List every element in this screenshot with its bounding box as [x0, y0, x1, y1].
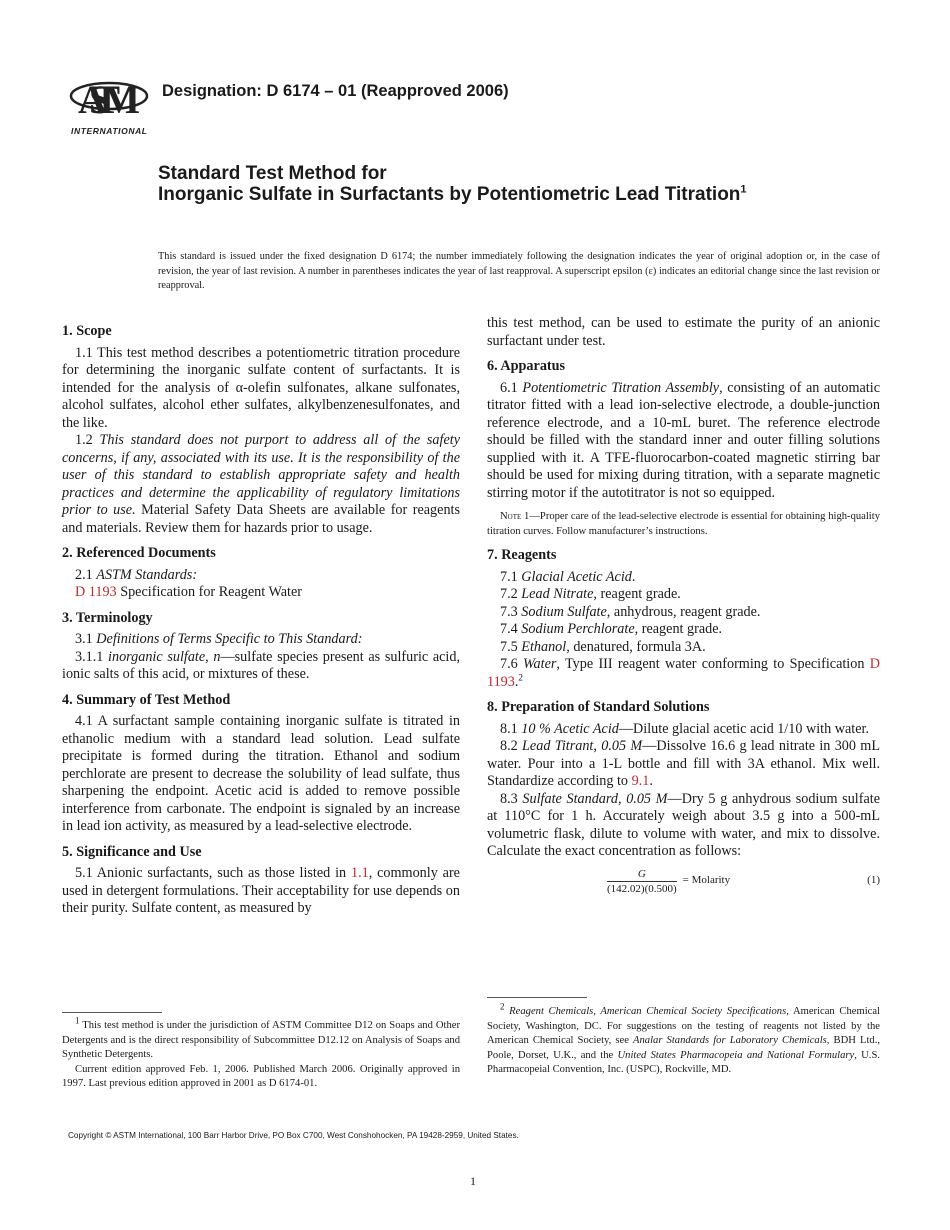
paragraph	[62, 567, 460, 585]
section-heading: 7. Reagents	[487, 547, 557, 563]
text-run: , U.S. Pharmacopeial Convention, Inc. (USPC), Rockville, MD.	[487, 1049, 880, 1075]
italic-text: Lead Nitrate	[521, 586, 594, 602]
paragraph	[62, 865, 460, 918]
paragraph	[487, 621, 880, 639]
footnote-ref[interactable]: 2	[500, 1001, 505, 1012]
text-run: Material Safety Data Sheets are available for reagents and materials. Review them for hazards prior to usage.	[62, 502, 461, 536]
cross-reference-link[interactable]: 9.1	[631, 773, 650, 789]
footnote-ref[interactable]: 1	[75, 1015, 80, 1026]
section-heading: 5. Significance and Use	[62, 843, 202, 860]
text-run: , BDH Ltd., Poole, Dorset, U.K., and the	[487, 1035, 881, 1061]
italic-text: ASTM Standards:	[96, 566, 198, 583]
text-run: , commonly are used in detergent formulations. Their acceptability for use depends on their purity. Sulfate content, as measured by	[62, 865, 460, 916]
footnote	[62, 1063, 460, 1092]
text-run: Current edition approved Feb. 1, 2006. Published March 2006. Originally approved in 1997. Last previous edition approved in 2001 as D 6174-01.	[62, 1063, 460, 1089]
italic-text: Sodium Sulfate	[521, 603, 607, 620]
text-run: 1—Proper care of the lead-selective electrode is essential for obtaining high-quality titration curves. Follow manufacturer’s instructions.	[487, 511, 880, 537]
text-run: 8.2	[500, 738, 523, 754]
standard-intro: This standard is issued under the fixed designation D 6174; the number immediately following the designation indicates the year of original adoption or, in the case of revision, the year of last revision. A number in parentheses indicates the year of last reapproval. A superscript epsilon (ε) indicates an editorial change since the last revision or reapproval.	[158, 251, 880, 292]
left-column	[62, 315, 460, 918]
title-line-2: Inorganic Sulfate in Surfactants by Potentiometric Lead Titration	[158, 184, 741, 205]
note-label: Note	[500, 511, 522, 522]
text-run: 7.4	[500, 621, 522, 637]
paragraph	[487, 586, 880, 604]
copyright: Copyright © ASTM International, 100 Barr Harbor Drive, PO Box C700, West Conshohocken, PA 19428-2959, United States.	[68, 1131, 519, 1140]
text-run: Specification for Reagent Water	[116, 584, 302, 600]
right-column	[487, 315, 880, 902]
section-heading: 2. Referenced Documents	[62, 545, 216, 561]
text-run: 7.1	[500, 568, 522, 585]
equation-1	[487, 867, 880, 896]
text-run: 5.1 Anionic surfactants, such as those listed in	[75, 865, 351, 881]
text-run: —sulfate species present as sulfuric acid, ionic salts of this acid, or mixtures of these.	[62, 648, 461, 682]
text-run: 3.1	[75, 631, 97, 647]
italic-text: United States Pharmacopeia and National Formulary	[617, 1049, 855, 1061]
cross-reference-link[interactable]: D 1193	[75, 584, 117, 600]
fraction	[607, 867, 677, 896]
paragraph	[62, 432, 460, 537]
italic-text: Sulfate Standard, 0.05 M	[522, 790, 668, 807]
document-title	[158, 163, 798, 205]
italic-text: Analar Standards for Laboratory Chemicals	[633, 1035, 827, 1046]
title-footnote-mark[interactable]: 1	[740, 183, 747, 196]
text-run: , consisting of an automatic titrator fitted with a lead ion-selective electrode, a double-junction reference electrode, and a 10-mL buret. The reference electrode should be filled with the standard inner and outer filling solutions supplied with it. A TFE-fluorocarbon-coated magnetic stirring bar should be used for mixing during titration, with a separate magnetic stirring motor if the autotitrator is not so equipped.	[487, 379, 880, 501]
note	[487, 510, 880, 539]
cross-reference-link[interactable]: D 1193	[487, 656, 880, 690]
footnotes-left	[62, 1015, 460, 1092]
text-run: 8.1	[500, 720, 522, 737]
italic-text: 10 % Acetic Acid	[521, 720, 619, 737]
text-run: —Dry 5 g anhydrous sodium sulfate at 110°C for 1 h. Accurately weigh about 3.5 g into a 500-mL volumetric flask, dilute to volume with water, and mix to dissolve. Calculate the exact concentration as follows:	[487, 790, 880, 859]
paragraph	[487, 315, 880, 350]
paragraph	[487, 656, 880, 691]
text-run: , reagent grade.	[593, 586, 681, 602]
italic-text: Sodium Perchlorate	[521, 621, 635, 637]
footnote-divider-left	[62, 1012, 162, 1013]
paragraph	[62, 345, 460, 433]
page-number: 1	[470, 1174, 476, 1188]
paragraph	[487, 721, 880, 739]
italic-text: Glacial Acetic Acid	[521, 568, 632, 585]
text-run: 7.3	[500, 603, 522, 620]
text-run: .	[649, 773, 653, 789]
paragraph	[487, 639, 880, 657]
cross-reference-link[interactable]: 1.1	[351, 865, 369, 881]
italic-text: Definitions of Terms Specific to This Standard:	[96, 631, 363, 647]
text-run: , denatured, formula 3A.	[566, 638, 706, 655]
section-heading: 6. Apparatus	[487, 358, 566, 374]
footnote	[487, 1001, 881, 1078]
text-run: —Dilute glacial acetic acid 1/10 with water.	[618, 720, 870, 737]
footnote-divider-right	[487, 997, 587, 998]
footnote-ref[interactable]: 2	[518, 671, 523, 682]
italic-text: Lead Titrant, 0.05 M	[522, 738, 643, 754]
paragraph	[62, 631, 460, 649]
footnote	[62, 1015, 460, 1063]
section-heading: 4. Summary of Test Method	[62, 691, 231, 708]
section-heading: 1. Scope	[62, 323, 112, 339]
text-run: 6.1	[500, 379, 523, 396]
astm-logo	[68, 66, 150, 138]
italic-text: n	[213, 648, 221, 665]
text-run: 2.1	[75, 566, 97, 583]
equation-result: = Molarity	[682, 874, 731, 887]
text-run: 1.1 This test method describes a potentiometric titration procedure for determining the inorganic sulfate content of surfactants. It is intended for the analysis of α-olefin sulfonates, alkane sulfonates, alcohol sulfates, alcohol ether sulfates, alkylbenzenesulfonates, and the like.	[62, 344, 460, 431]
italic-text: inorganic sulfate	[108, 648, 206, 665]
text-run: .	[631, 568, 636, 585]
text-run: 7.6	[500, 656, 524, 672]
paragraph	[487, 604, 880, 622]
text-run: 4.1 A surfactant sample containing inorganic sulfate is titrated in ethanolic medium with a standard lead solution. Lead sulfate precipitate is formed during the titration. Ethanol and sodium perchlorate are present to decrease the solubility of lead sulfate, thus sharpening the endpoint. Acetic acid is added to remove possible interference from carbonate. The endpoint is signaled by an increase in lead ion activity, as measured by a lead-selective electrode.	[62, 713, 460, 834]
paragraph	[62, 713, 460, 836]
numerator: G	[607, 867, 677, 882]
svg-text:ASTM: ASTM	[78, 77, 140, 122]
section-heading: 8. Preparation of Standard Solutions	[487, 699, 710, 715]
text-run: ,	[205, 648, 214, 665]
denominator: (142.02)(0.500)	[607, 882, 677, 895]
text-run: , anhydrous, reagent grade.	[606, 603, 761, 620]
paragraph	[487, 738, 880, 791]
italic-text: Water	[523, 656, 557, 672]
text-run: 1.2	[75, 432, 100, 448]
footnotes-right	[487, 1001, 881, 1078]
designation: Designation: D 6174 – 01 (Reapproved 2006)	[162, 82, 509, 100]
italic-text: Reagent Chemicals, American Chemical Society Specifications	[509, 1006, 787, 1017]
text-run: 3.1.1	[75, 648, 109, 665]
text-run: 7.2	[500, 586, 522, 602]
paragraph	[62, 649, 460, 684]
title-line-1: Standard Test Method for	[158, 163, 387, 184]
text-run: , reagent grade.	[634, 621, 723, 637]
paragraph	[487, 569, 880, 587]
paragraph	[487, 791, 880, 861]
section-heading: 3. Terminology	[62, 609, 153, 626]
text-run: , American Chemical Society, Washington, DC. For suggestions on the testing of reagents not listed by the American Chemical Society, see	[487, 1006, 880, 1046]
paragraph	[62, 584, 460, 602]
italic-text: This standard does not purport to address all of the safety concerns, if any, associated with its use. It is the responsibility of the user of this standard to establish appropriate safety and health practices and determine the applicability of regulatory limitations prior to use.	[62, 432, 460, 518]
text-run: 7.5	[500, 638, 522, 655]
text-run: This test method is under the jurisdiction of ASTM Committee D12 on Soaps and Other Detergents and is the direct responsibility of Subcommittee D12.12 on Analysis of Soaps and Synthetic Detergents.	[62, 1020, 460, 1060]
text-run: this test method, can be used to estimate the purity of an anionic surfactant under test.	[487, 315, 880, 349]
text-run: —Dissolve 16.6 g lead nitrate in 300 mL water. Pour into a 1-L bottle and fill with 3A ethanol. Mix well. Standardize according to	[487, 738, 880, 789]
svg-text:INTERNATIONAL: INTERNATIONAL	[71, 126, 147, 136]
text-run: .	[514, 673, 519, 690]
text-run: 8.3	[500, 790, 523, 807]
text-run: , Type III reagent water conforming to Specification	[556, 656, 870, 672]
italic-text: Potentiometric Titration Assembly	[522, 379, 720, 396]
equation-number: (1)	[867, 874, 880, 887]
paragraph	[487, 380, 880, 503]
italic-text: Ethanol	[521, 638, 567, 655]
